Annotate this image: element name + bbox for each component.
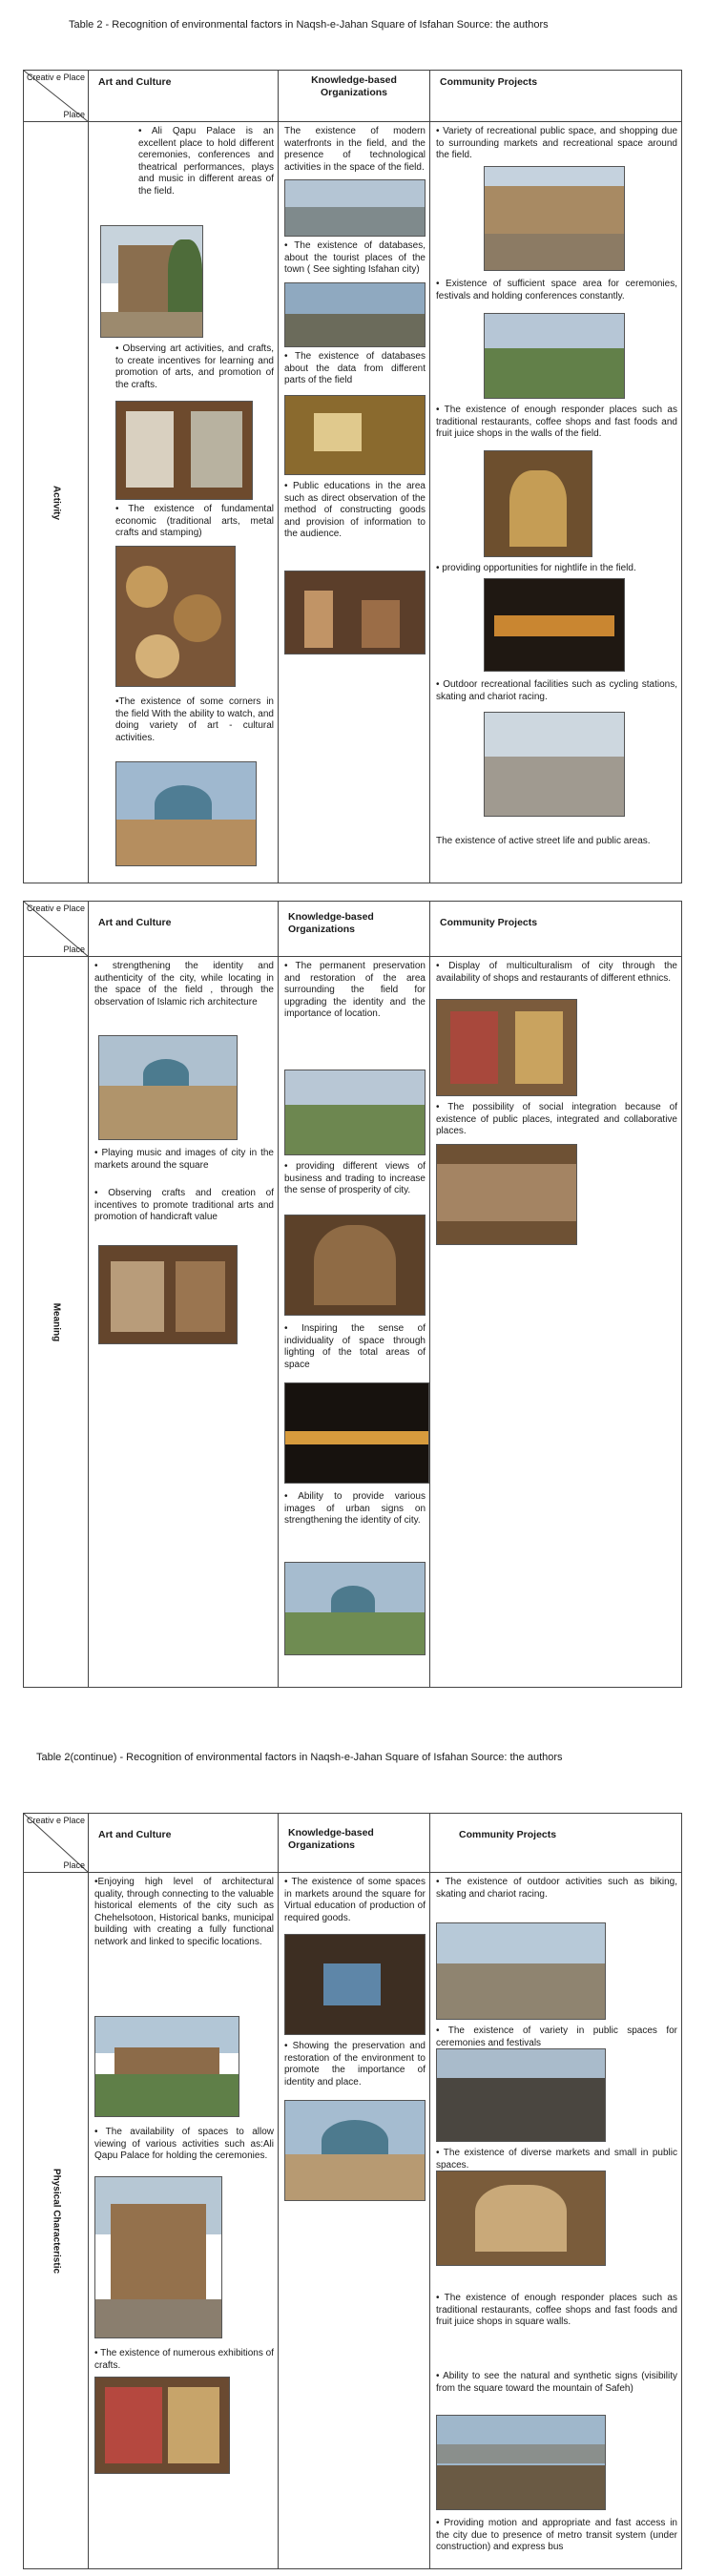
row-label-physical (24, 1873, 89, 2569)
physical-community-text-2: • The existence of variety in public spaces for ceremonies and festivals (436, 2025, 677, 2048)
meaning-art-text-3: • Observing crafts and creation of incentives to promote traditional arts and promotion of handicraft value (94, 1188, 274, 1222)
row-label-text: Activity (51, 485, 61, 520)
activity-art-text-1: • Ali Qapu Palace is an excellent place to hold different ceremonies, conferences and theatrical performances, plays and music in different areas of the field. (138, 126, 274, 197)
photo-bazaar-trade (284, 1215, 426, 1316)
physical-community-text-1: • The existence of outdoor activities such as biking, skating and chariot racing. (436, 1877, 677, 1900)
photo-ceremony-crowd (436, 2048, 606, 2142)
photo-crafts-shop (115, 401, 253, 500)
activity-art-text-2: • Observing art activities, and crafts, to create incentives for learning and promotion of arts, and promotion of the crafts. (115, 343, 274, 390)
photo-mountain-view (436, 2415, 606, 2510)
photo-restored-area (284, 1070, 426, 1155)
recognition-table-part-1 (23, 70, 682, 883)
photo-metal-crafts (115, 546, 236, 687)
recognition-table-part-2 (23, 1813, 682, 2569)
meaning-knowledge-text-1: • The permanent preservation and restoration of the area surrounding the field for upgrading the identity and the importance of location. (284, 961, 426, 1019)
meaning-knowledge-cell (279, 957, 430, 1688)
header-art-and-culture: Art and Culture (89, 1814, 279, 1873)
recognition-table-meaning (23, 901, 682, 1688)
header-knowledge-organizations: Knowledge-based Organizations (279, 1814, 430, 1873)
header-community-projects: Community Projects (430, 1814, 682, 1873)
table-corner-header (24, 1814, 89, 1873)
activity-community-text-5: • Outdoor recreational facilities such as cycling stations, skating and chariot racing. (436, 679, 677, 702)
meaning-art-text-1: • strengthening the identity and authenticity of the city, while locating in the space of the field , through the observation of Islamic rich architecture (94, 961, 274, 1008)
photo-cycling-street (484, 712, 625, 817)
activity-community-text-2: • Existence of sufficient space area for ceremonies, festivals and holding conferences constantly. (436, 279, 677, 301)
physical-community-text-3: • The existence of diverse markets and small in public spaces. (436, 2148, 677, 2171)
activity-art-cell (89, 122, 279, 883)
meaning-community-text-2: • The possibility of social integration because of existence of public places, integrated and collaborative places. (436, 1102, 677, 1136)
physical-community-text-6: • Providing motion and appropriate and fast access in the city due to presence of metro transit system (under construction) and express bus (436, 2518, 677, 2552)
photo-markets (436, 2171, 606, 2266)
table-caption-2: Table 2(continue) - Recognition of environmental factors in Naqsh-e-Jahan Square of Isfahan Source: the authors (36, 1752, 563, 1763)
physical-art-text-3: • The existence of numerous exhibitions of crafts. (94, 2348, 274, 2371)
physical-community-text-4: • The existence of enough responder places such as traditional restaurants, coffee shops and fast foods and fruit juice shops in square walls. (436, 2293, 677, 2327)
corner-label-place: Place (63, 1860, 85, 1870)
activity-knowledge-text-3: • The existence of databases about the data from different parts of the field (284, 351, 426, 385)
photo-festival-space (484, 313, 625, 399)
photo-information-desk (284, 395, 426, 475)
row-label-activity (24, 122, 89, 883)
photo-ali-qapu-view (94, 2176, 222, 2338)
row-label-text: Physical Characteristic (51, 2168, 61, 2274)
meaning-art-cell (89, 957, 279, 1688)
photo-islamic-architecture (98, 1035, 238, 1140)
corner-label-creative-place: Creativ e Place (27, 904, 86, 913)
corner-label-creative-place: Creativ e Place (27, 1816, 86, 1825)
row-label-text: Meaning (51, 1302, 61, 1341)
physical-knowledge-text-2: • Showing the preservation and restoration of the environment to promote the importance of identity and place. (284, 2041, 426, 2088)
physical-knowledge-text-1: • The existence of some spaces in markets around the square for Virtual education of production of required goods. (284, 1877, 426, 1923)
meaning-art-text-2: • Playing music and images of city in the markets around the square (94, 1148, 274, 1171)
header-knowledge-organizations: Knowledge-based Organizations (279, 902, 430, 957)
photo-waterfront (284, 179, 426, 237)
photo-urban-signs (284, 1562, 426, 1655)
photo-ali-qapu-palace (100, 225, 203, 338)
meaning-community-cell (430, 957, 682, 1688)
corner-label-creative-place: Creativ e Place (27, 73, 86, 82)
meaning-knowledge-text-3: • Inspiring the sense of individuality of space through lighting of the total areas of space (284, 1323, 426, 1370)
activity-community-text-1: • Variety of recreational public space, and shopping due to surrounding markets and recreational space around the field. (436, 126, 677, 160)
header-art-and-culture: Art and Culture (89, 71, 279, 122)
physical-community-cell (430, 1873, 682, 2569)
corner-label-place: Place (63, 945, 85, 954)
photo-square-lighting (284, 1382, 429, 1484)
photo-chariot-racing (436, 1922, 606, 2020)
activity-art-text-3: • The existence of fundamental economic (traditional arts, metal crafts and stamping) (115, 504, 274, 538)
meaning-community-text-1: • Display of multiculturalism of city through the availability of shops and restaurants of different ethnics. (436, 961, 677, 984)
photo-virtual-education (284, 1934, 426, 2035)
photo-workshop (284, 571, 426, 654)
photo-chehelsotoon (94, 2016, 239, 2117)
physical-community-text-5: • Ability to see the natural and synthetic signs (visibility from the square toward the mountain of Safeh) (436, 2371, 677, 2394)
photo-handicraft-shop (98, 1245, 238, 1344)
physical-art-text-2: • The availability of spaces to allow viewing of various activities such as:Ali Qapu Palace for holding the ceremonies. (94, 2127, 274, 2161)
photo-recreation-space (484, 166, 625, 271)
table-corner-header (24, 71, 89, 122)
table-corner-header (24, 902, 89, 957)
meaning-knowledge-text-2: • providing different views of business and trading to increase the sense of prosperity of city. (284, 1161, 426, 1195)
activity-knowledge-text-4: • Public educations in the area such as direct observation of the method of constructing goods and provision of information to the audience. (284, 481, 426, 539)
activity-art-text-4: •The existence of some corners in the field With the ability to watch, and doing variety of art - cultural activities. (115, 696, 274, 743)
corner-label-place: Place (63, 110, 85, 119)
photo-restored-dome (284, 2100, 426, 2201)
header-knowledge-organizations: Knowledge-based Organizations (279, 71, 430, 122)
physical-art-text-1: •Enjoying high level of architectural quality, through connecting to the valuable historical elements of the city such as Chehelsotoon, Historical banks, municipal building with creating a fully functional network and linked to specific locations. (94, 1877, 274, 1947)
photo-shop-arch (484, 450, 592, 557)
header-art-and-culture: Art and Culture (89, 902, 279, 957)
photo-city-sighting (284, 282, 426, 347)
photo-dome-corner (115, 761, 257, 866)
table-caption-1: Table 2 - Recognition of environmental factors in Naqsh-e-Jahan Square of Isfahan Source: the authors (69, 19, 549, 31)
photo-crafts-exhibition (94, 2377, 230, 2474)
activity-knowledge-text-1: The existence of modern waterfronts in the field, and the presence of technological activities in the space of the field. (284, 126, 426, 173)
photo-nightlife (484, 578, 625, 672)
physical-knowledge-cell (279, 1873, 430, 2569)
photo-ethnic-shops (436, 999, 577, 1096)
header-community-projects: Community Projects (430, 71, 682, 122)
meaning-knowledge-text-4: • Ability to provide various images of urban signs on strengthening the identity of city. (284, 1491, 426, 1526)
row-label-meaning (24, 957, 89, 1688)
activity-community-text-6: The existence of active street life and public areas. (436, 836, 651, 846)
header-community-projects: Community Projects (430, 902, 682, 957)
activity-community-text-4: • providing opportunities for nightlife in the field. (436, 563, 636, 573)
photo-public-places (436, 1144, 577, 1245)
activity-community-cell (430, 122, 682, 883)
physical-art-cell (89, 1873, 279, 2569)
activity-knowledge-text-2: • The existence of databases, about the tourist places of the town ( See sighting Isfahan city) (284, 240, 426, 275)
activity-knowledge-cell (279, 122, 430, 883)
activity-community-text-3: • The existence of enough responder places such as traditional restaurants, coffee shops and fast foods and fruit juice shops in the walls of the field. (436, 405, 677, 439)
